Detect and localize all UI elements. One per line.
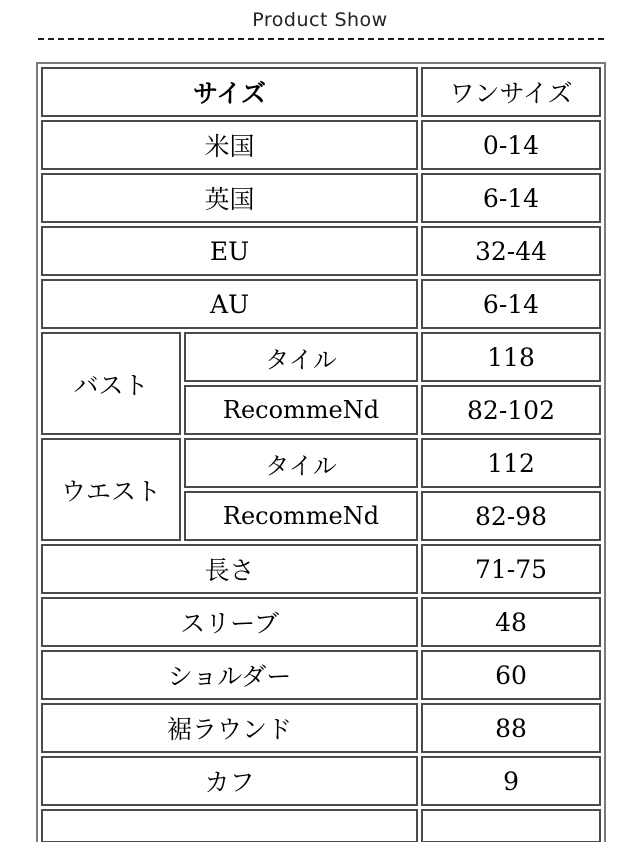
table-row [41,438,601,488]
waist-sub-value-cell: 82-98 [421,491,601,541]
row-value-cell: 60 [421,650,601,700]
row-label-cell: EU [41,226,418,276]
page-title: Product Show [252,9,388,31]
table-row [41,279,601,329]
table-row [41,173,601,223]
row-value-cell-empty [421,809,601,842]
table-row [41,650,601,700]
dashed-divider [38,38,604,40]
waist-sub-value-cell: 112 [421,438,601,488]
row-label-cell-empty [41,809,418,842]
waist-sub-label-cell: RecommeNd [184,491,418,541]
row-label-cell: 米国 [41,120,418,170]
row-label-cell: カフ [41,756,418,806]
row-value-cell: 32-44 [421,226,601,276]
table-row-cutoff [41,809,601,842]
waist-group-cell: ウエスト [41,438,181,541]
table-row [41,332,601,382]
bust-sub-value-cell: 118 [421,332,601,382]
bust-sub-label-cell: タイル [184,332,418,382]
table-row [41,544,601,594]
row-value-cell: 48 [421,597,601,647]
row-label-cell: 英国 [41,173,418,223]
waist-sub-label-cell: タイル [184,438,418,488]
row-value-cell: 71-75 [421,544,601,594]
row-label-cell: ショルダー [41,650,418,700]
row-value-cell: 6-14 [421,173,601,223]
row-label-cell: スリーブ [41,597,418,647]
table-header-row [41,67,601,117]
table-row [41,226,601,276]
row-label-cell: 裾ラウンド [41,703,418,753]
table-row [41,703,601,753]
table-row [41,756,601,806]
size-header-cell: サイズ [41,67,418,117]
table-row [41,120,601,170]
page-header [0,0,640,42]
size-table [36,62,606,842]
bust-group-cell: バスト [41,332,181,435]
row-label-cell: AU [41,279,418,329]
row-label-cell: 長さ [41,544,418,594]
row-value-cell: 9 [421,756,601,806]
row-value-cell: 6-14 [421,279,601,329]
row-value-cell: 88 [421,703,601,753]
bust-sub-value-cell: 82-102 [421,385,601,435]
size-table-container [36,62,606,842]
table-row [41,597,601,647]
one-size-header-cell: ワンサイズ [421,67,601,117]
row-value-cell: 0-14 [421,120,601,170]
bust-sub-label-cell: RecommeNd [184,385,418,435]
